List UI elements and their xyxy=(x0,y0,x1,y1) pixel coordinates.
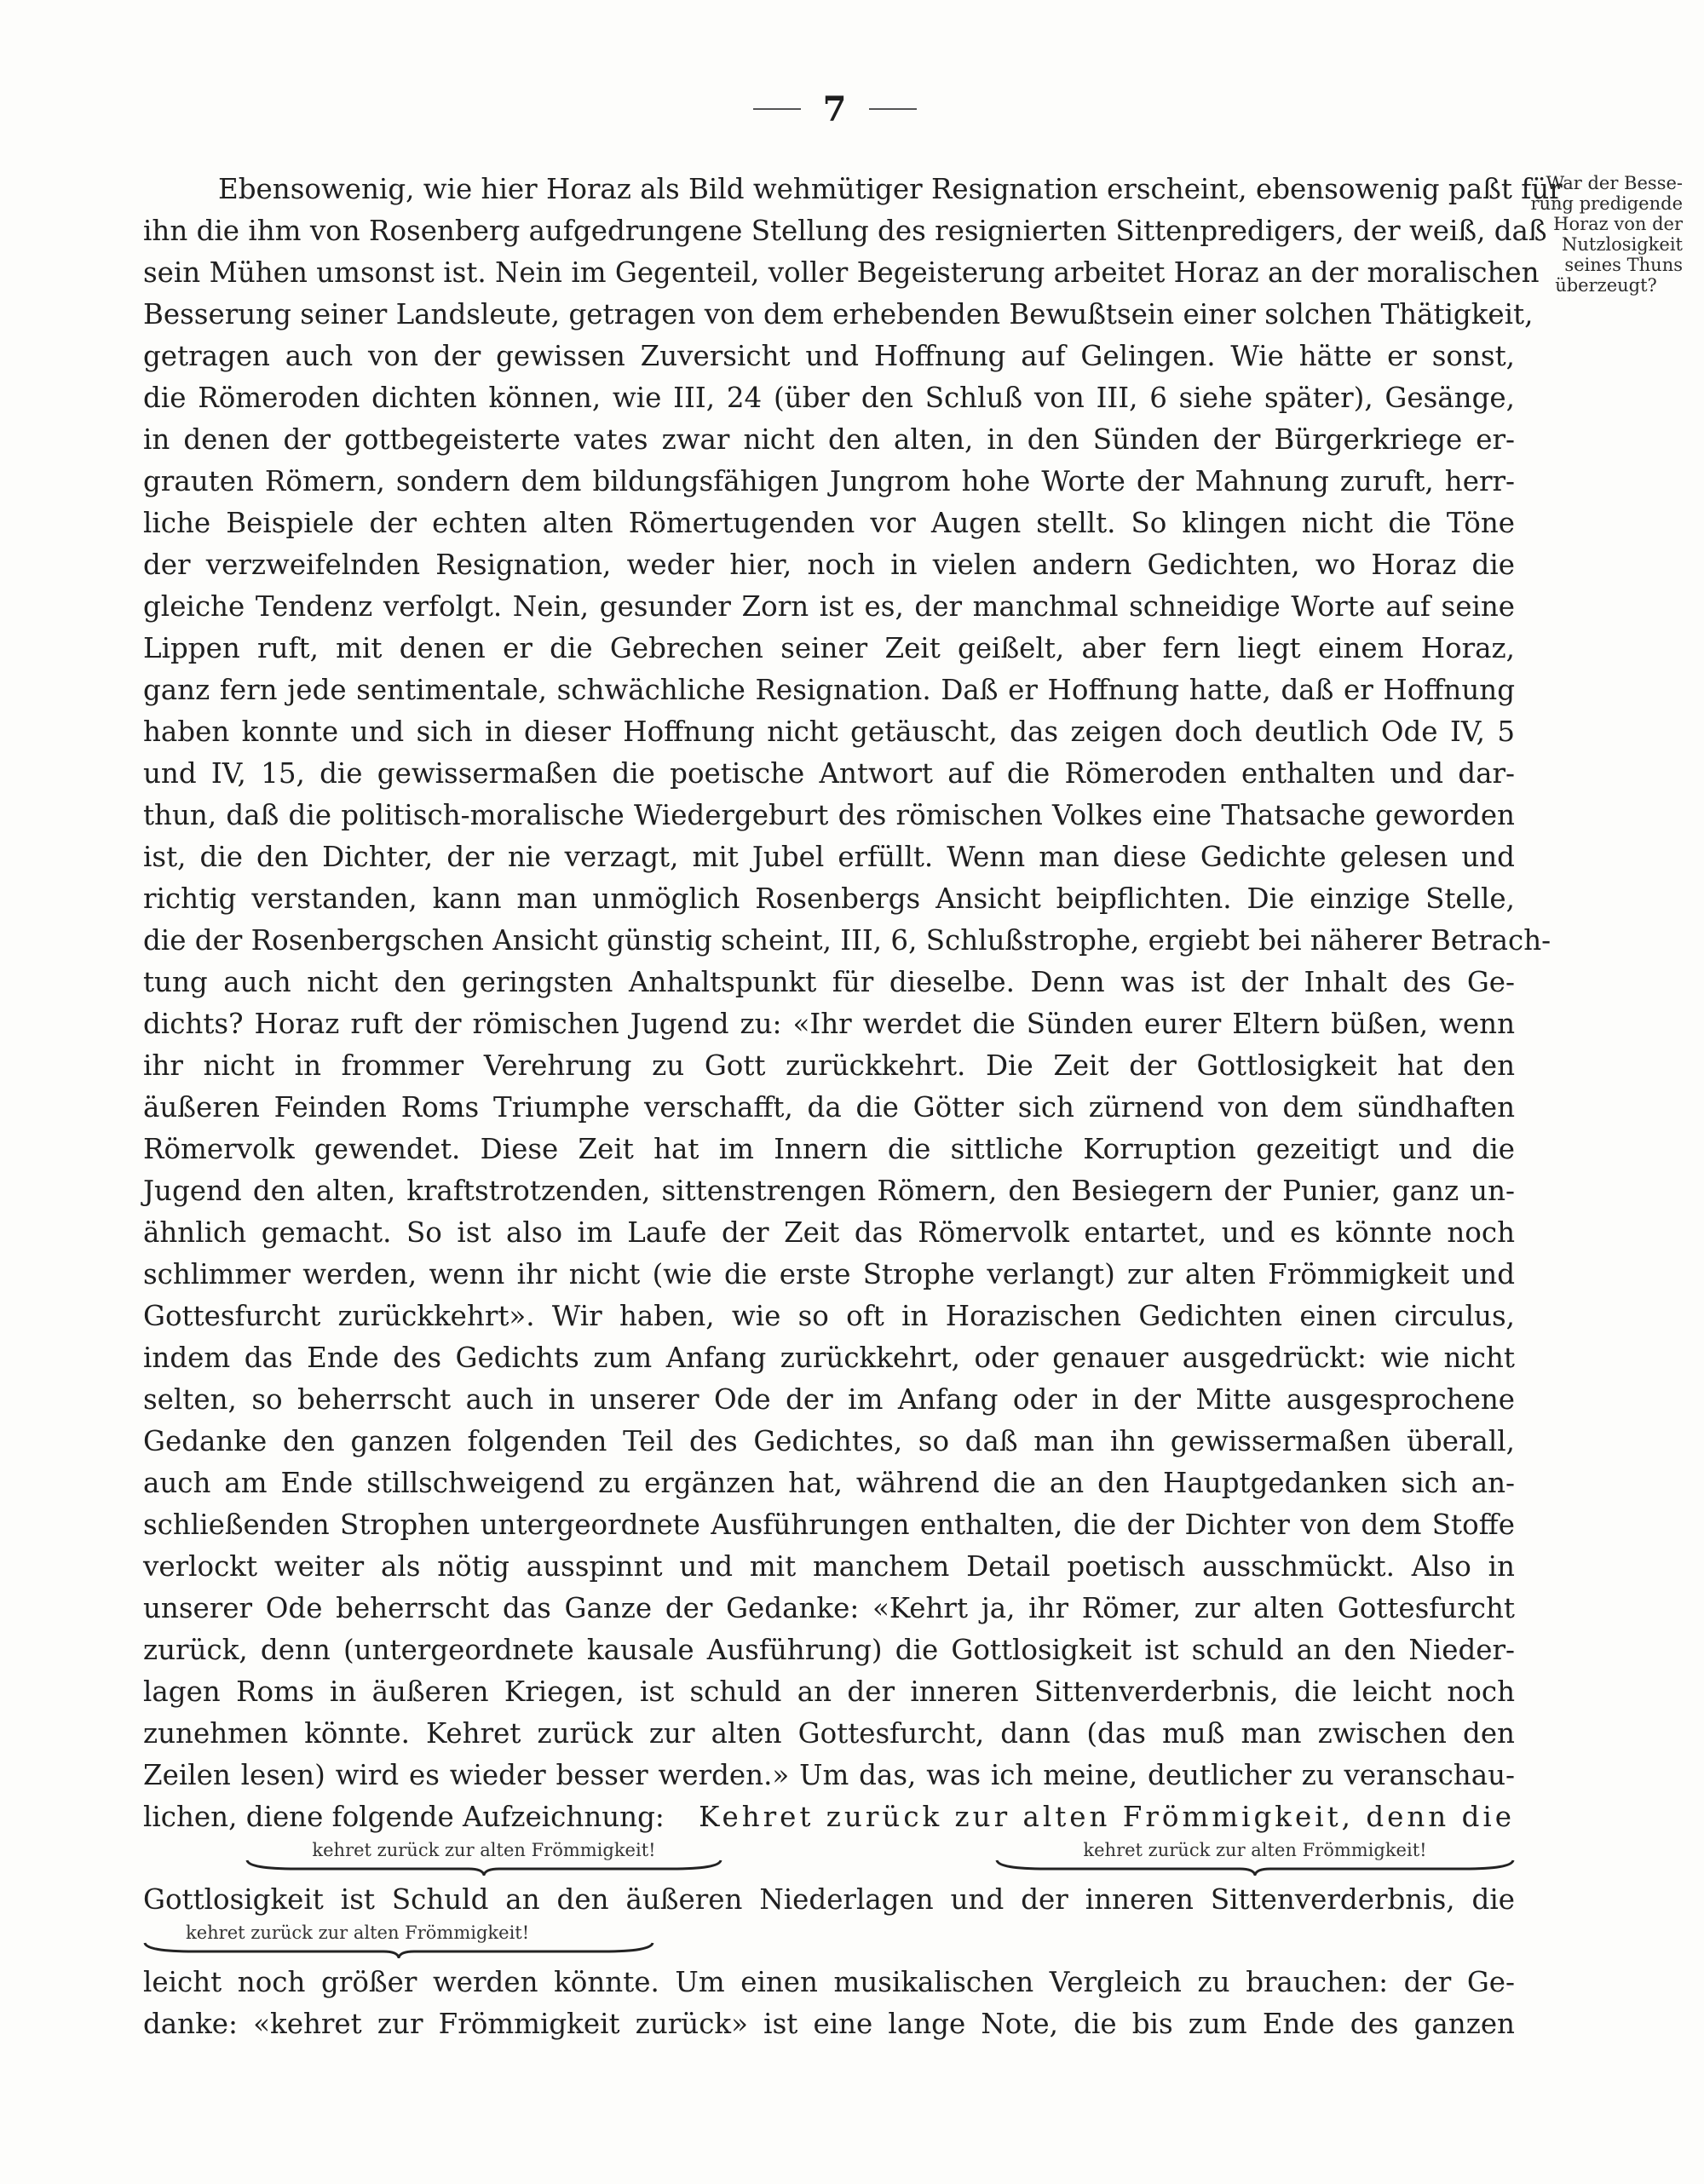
text-line: Ebensowenig, wie hier Horaz als Bild wehmütiger Resignation erscheint, ebensowenig paßt für xyxy=(218,173,1563,205)
text-line: tung auch nicht den geringsten Anhaltspunkt für dieselbe. Denn was ist der Inhalt des Ge- xyxy=(143,966,1515,998)
text-line: schlimmer werden, wenn ihr nicht (wie die erste Strophe verlangt) zur alten Frömmigkeit und xyxy=(143,1258,1515,1290)
text-line: äußeren Feinden Roms Triumphe verschafft, da die Götter sich zürnend von dem sündhaften xyxy=(143,1091,1515,1124)
text-line: zunehmen könnte. Kehret zurück zur alten Gottesfurcht, dann (das muß man zwischen den xyxy=(143,1717,1515,1750)
brace-label: kehret zurück zur alten Frömmigkeit! xyxy=(1083,1840,1427,1860)
brace-mark xyxy=(245,1859,722,1876)
text-line: Lippen ruft, mit denen er die Gebrechen seiner Zeit geißelt, aber fern liegt einem Horaz, xyxy=(143,632,1515,664)
text-line: gleiche Tendenz verfolgt. Nein, gesunder Zorn ist es, der manchmal schneidige Worte auf seine xyxy=(143,590,1515,623)
text-line: Gottesfurcht zurückkehrt». Wir haben, wie so oft in Horazischen Gedichten einen circulus, xyxy=(143,1300,1515,1332)
text-line: unserer Ode beherrscht das Ganze der Gedanke: «Kehrt ja, ihr Römer, zur alten Gottesfurcht xyxy=(143,1592,1515,1624)
text-line: liche Beispiele der echten alten Römertugenden vor Augen stellt. So klingen nicht die Töne xyxy=(143,507,1515,539)
text-line: der verzweifelnden Resignation, weder hier, noch in vielen andern Gedichten, wo Horaz die xyxy=(143,549,1515,581)
margin-note-line: überzeugt? xyxy=(1555,275,1657,296)
margin-note-line: seines Thuns xyxy=(1564,255,1683,275)
text-line: getragen auch von der gewissen Zuversicht und Hoffnung auf Gelingen. Wie hätte er sonst, xyxy=(143,340,1515,372)
text-line: ist, die den Dichter, der nie verzagt, mit Jubel erfüllt. Wenn man diese Gedichte gelesen und xyxy=(143,841,1515,873)
text-line: ganz fern jede sentimentale, schwächliche Resignation. Daß er Hoffnung hatte, daß er Hoffnung xyxy=(143,674,1515,706)
brace-annotation xyxy=(245,1840,722,1876)
text-line-start: lichen, diene folgende Aufzeichnung: xyxy=(143,1801,665,1833)
text-line: schließenden Strophen untergeordnete Ausführungen enthalten, die der Dichter von dem Stoffe xyxy=(143,1509,1515,1541)
text-line: Jugend den alten, kraftstrotzenden, sittenstrengen Römern, den Besiegern der Punier, ganz un- xyxy=(143,1175,1515,1207)
header-dash-left xyxy=(753,108,801,110)
text-line: in denen der gottbegeisterte vates zwar nicht den alten, in den Sünden der Bürgerkriege er- xyxy=(143,423,1515,456)
text-line: leicht noch größer werden könnte. Um einen musikalischen Vergleich zu brauchen: der Ge- xyxy=(143,1966,1515,1998)
text-line: grauten Römern, sondern dem bildungsfähigen Jungrom hohe Worte der Mahnung zuruft, herr- xyxy=(143,465,1515,497)
margin-note-line: Nutzlosigkeit xyxy=(1561,234,1683,255)
header-dash-right xyxy=(869,108,917,110)
text-line: haben konnte und sich in dieser Hoffnung nicht getäuscht, das zeigen doch deutlich Ode IV, 5 xyxy=(143,716,1515,748)
margin-note-line: War der Besse- xyxy=(1546,173,1683,193)
text-line: thun, daß die politisch-moralische Wiedergeburt des römischen Volkes eine Thatsache geworden xyxy=(143,799,1515,831)
brace-label: kehret zurück zur alten Frömmigkeit! xyxy=(186,1922,530,1943)
text-line: selten, so beherrscht auch in unserer Ode der im Anfang oder in der Mitte ausgesprochene xyxy=(143,1383,1515,1416)
text-line: Gedanke den ganzen folgenden Teil des Gedichtes, so daß man ihn gewissermaßen überall, xyxy=(143,1425,1515,1457)
text-line: lagen Roms in äußeren Kriegen, ist schuld an der inneren Sittenverderbnis, die leicht noch xyxy=(143,1675,1515,1708)
brace-row-2 xyxy=(143,1921,1515,1962)
page-header xyxy=(699,83,971,135)
brace-row-1 xyxy=(143,1838,1515,1879)
text-line: auch am Ende stillschweigend zu ergänzen hat, während die an den Hauptgedanken sich an- xyxy=(143,1467,1515,1499)
brace-label: kehret zurück zur alten Frömmigkeit! xyxy=(312,1840,656,1860)
text-line: ähnlich gemacht. So ist also im Laufe der Zeit das Römervolk entartet, und es könnte noch xyxy=(143,1216,1515,1249)
text-line: zurück, denn (untergeordnete kausale Ausführung) die Gottlosigkeit ist schuld an den Nieder- xyxy=(143,1634,1515,1666)
text-line: verlockt weiter als nötig ausspinnt und mit manchem Detail poetisch ausschmückt. Also in xyxy=(143,1550,1515,1583)
text-line: sein Mühen umsonst ist. Nein im Gegenteil, voller Begeisterung arbeitet Horaz an der moralischen xyxy=(143,256,1540,289)
text-line: Römervolk gewendet. Diese Zeit hat im Innern die sittliche Korruption gezeitigt und die xyxy=(143,1133,1515,1165)
text-line: die Römeroden dichten können, wie III, 24 (über den Schluß von III, 6 siehe später), Gesänge, xyxy=(143,382,1515,414)
body-text xyxy=(143,169,1563,2045)
text-line-with-schema xyxy=(143,1796,1515,1838)
text-line: dichts? Horaz ruft der römischen Jugend zu: «Ihr werdet die Sünden eurer Eltern büßen, wenn xyxy=(143,1008,1515,1040)
text-line: Besserung seiner Landsleute, getragen von dem erhebenden Bewußtsein einer solchen Thätigkeit, xyxy=(143,298,1534,330)
text-line: und IV, 15, die gewissermaßen die poetische Antwort auf die Römeroden enthalten und dar- xyxy=(143,757,1515,790)
brace-annotation xyxy=(143,1922,654,1958)
text-line: Gottlosigkeit ist Schuld an den äußeren Niederlagen und der inneren Sittenverderbnis, die xyxy=(143,1883,1515,1916)
page-number: 7 xyxy=(822,89,848,129)
brace-mark xyxy=(143,1941,654,1958)
text-line: danke: «kehret zur Frömmigkeit zurück» ist eine lange Note, die bis zum Ende des ganzen xyxy=(143,2008,1515,2040)
brace-annotation xyxy=(995,1840,1515,1876)
margin-note-line: rung predigende xyxy=(1530,193,1683,214)
margin-note-line: Horaz von der xyxy=(1553,214,1683,234)
text-line: indem das Ende des Gedichts zum Anfang zurückkehrt, oder genauer ausgedrückt: wie nicht xyxy=(143,1342,1515,1374)
brace-mark xyxy=(995,1859,1515,1876)
text-line: ihr nicht in frommer Verehrung zu Gott zurückkehrt. Die Zeit der Gottlosigkeit hat den xyxy=(143,1049,1515,1082)
text-line: richtig verstanden, kann man unmöglich Rosenbergs Ansicht beipflichten. Die einzige Stelle, xyxy=(143,882,1515,915)
text-line: ihn die ihm von Rosenberg aufgedrungene Stellung des resignierten Sittenpredigers, der weiß, daß xyxy=(143,215,1547,247)
schema-main-line: Kehret zurück zur alten Frömmigkeit, denn die xyxy=(699,1801,1515,1833)
text-line: Zeilen lesen) wird es wieder besser werden.» Um das, was ich meine, deutlicher zu veranschau- xyxy=(143,1759,1515,1791)
text-line: die der Rosenbergschen Ansicht günstig scheint, III, 6, Schlußstrophe, ergiebt bei näherer Betrach- xyxy=(143,924,1551,957)
